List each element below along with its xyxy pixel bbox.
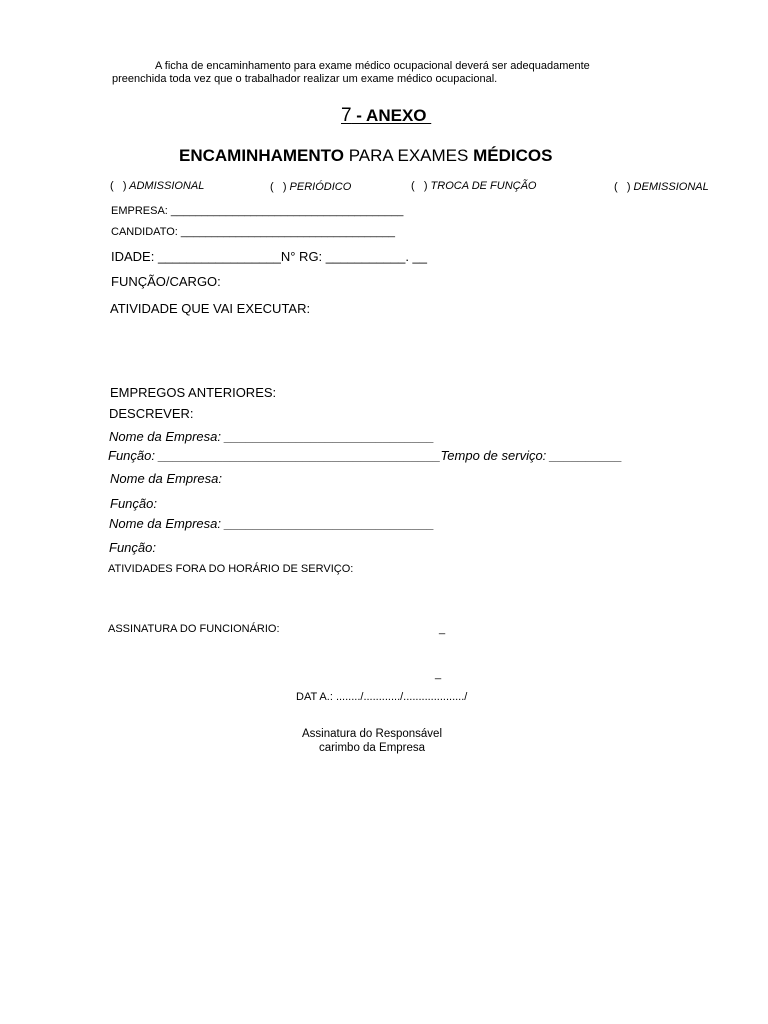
option-troca-de-funcao[interactable]	[411, 181, 537, 192]
idade-rg-field[interactable]: IDADE: _________________N° RG: ___________. __	[111, 249, 427, 264]
option-demissional[interactable]	[614, 182, 709, 193]
funcao-field-3[interactable]: Função:	[109, 540, 156, 555]
option-demissional-label: DEMISSIONAL	[630, 181, 709, 193]
page-title-part-1: ENCAMINHAMENTO	[179, 146, 344, 165]
page-title	[179, 147, 552, 164]
descrever-label: DESCREVER:	[109, 406, 194, 421]
atividades-fora-label: ATIVIDADES FORA DO HORÁRIO DE SERVIÇO:	[108, 563, 354, 575]
responsavel-line-1: Assinatura do Responsável	[302, 728, 442, 740]
empregos-anteriores-label: EMPREGOS ANTERIORES:	[110, 385, 277, 400]
second-signature-line[interactable]: _	[435, 668, 442, 680]
assinatura-funcionario-line[interactable]: _	[439, 623, 446, 635]
option-troca-de-funcao-label: TROCA DE FUNÇÃO	[427, 180, 537, 192]
checkbox-periodico[interactable]: ( )	[270, 181, 287, 193]
assinatura-funcionario-label: ASSINATURA DO FUNCIONÁRIO:	[108, 623, 280, 635]
option-admissional-label: ADMISSIONAL	[126, 180, 205, 192]
responsavel-line-2: carimbo da Empresa	[318, 742, 426, 754]
intro-line-2: preenchida toda vez que o trabalhador realizar um exame médico ocupacional.	[112, 73, 498, 85]
option-periodico-label: PERIÓDICO	[286, 181, 352, 193]
annex-label: - ANEXO	[351, 106, 432, 125]
nome-empresa-field-3[interactable]: Nome da Empresa: _____________________________	[109, 516, 435, 531]
atividade-label: ATIVIDADE QUE VAI EXECUTAR:	[110, 301, 311, 316]
page-title-part-2: PARA EXAMES	[343, 146, 474, 165]
funcao-tempo-field-1[interactable]: Função: _______________________________________Tempo de serviço: __________	[108, 448, 623, 463]
date-field[interactable]: DAT A.: ......../............/..................../	[296, 691, 468, 703]
checkbox-admissional[interactable]: ( )	[110, 180, 127, 192]
page-title-part-3: MÉDICOS	[473, 146, 553, 165]
annex-title	[341, 106, 431, 125]
annex-number: 7	[341, 105, 352, 126]
funcao-cargo-label: FUNÇÃO/CARGO:	[111, 274, 221, 289]
empresa-field[interactable]: EMPRESA: ______________________________________	[111, 205, 404, 217]
option-admissional[interactable]	[110, 181, 204, 192]
intro-line-1: A ficha de encaminhamento para exame médico ocupacional deverá ser adequadamente	[155, 60, 590, 72]
option-periodico[interactable]	[270, 182, 351, 193]
nome-empresa-field-1[interactable]: Nome da Empresa: _____________________________	[109, 429, 435, 444]
funcao-field-2[interactable]: Função:	[110, 496, 157, 511]
candidato-field[interactable]: CANDIDATO: ___________________________________	[111, 226, 395, 238]
checkbox-demissional[interactable]: ( )	[614, 181, 631, 193]
checkbox-troca-de-funcao[interactable]: ( )	[411, 180, 428, 192]
nome-empresa-field-2[interactable]: Nome da Empresa:	[110, 471, 222, 486]
